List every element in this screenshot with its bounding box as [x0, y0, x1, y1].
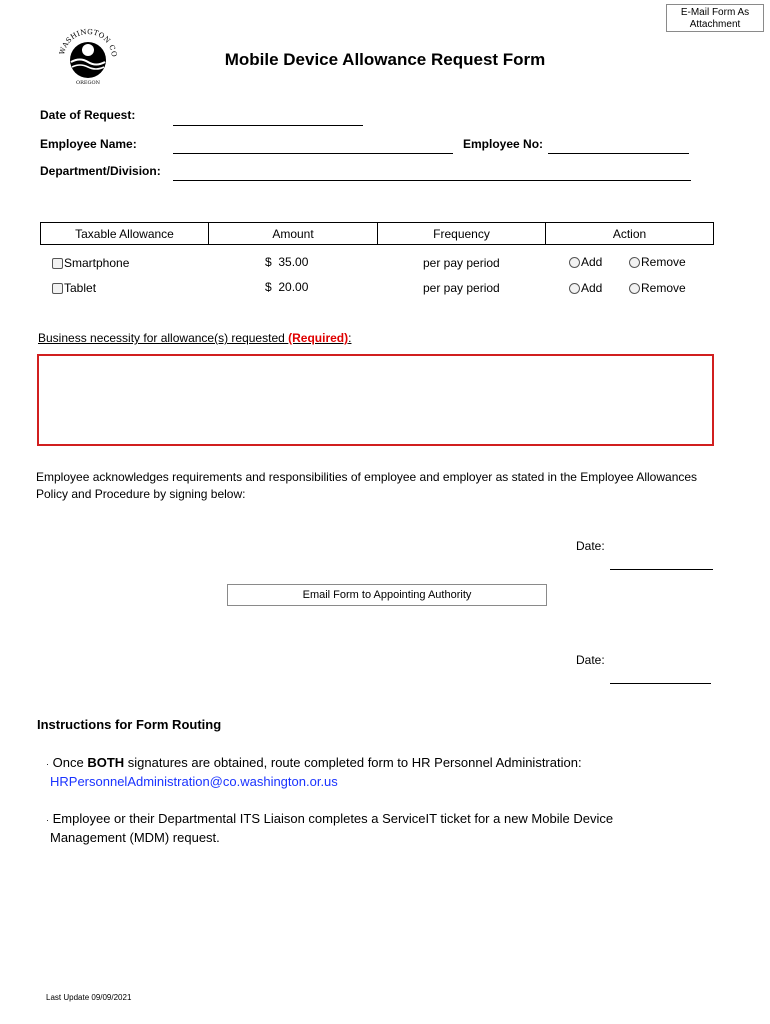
tablet-add-label: Add — [581, 281, 603, 295]
date-of-request-input[interactable] — [173, 111, 363, 126]
acknowledgement-text: Employee acknowledges requirements and responsibilities of employee and employer as stated in the Employee Allowances Policy and Procedure by signing below: — [36, 470, 698, 501]
page-title: Mobile Device Allowance Request Form — [224, 50, 546, 69]
radio-icon[interactable] — [569, 257, 580, 268]
bullet2-line1: Employee or their Departmental ITS Liaison completes a ServiceIT ticket for a new Mobile Device — [52, 811, 614, 826]
tablet-frequency: per pay period — [423, 281, 500, 295]
tablet-add-radio[interactable] — [569, 281, 602, 295]
employee-no-label: Employee No: — [463, 137, 544, 151]
date-of-request-label: Date of Request: — [40, 108, 136, 122]
tablet-remove-radio[interactable] — [629, 281, 686, 295]
tablet-label: Tablet — [64, 281, 97, 295]
bullet1-bold: BOTH — [87, 755, 125, 770]
date-input-2[interactable] — [610, 669, 711, 684]
logo-bottom-text: OREGON — [76, 80, 100, 86]
business-necessity-text: Business necessity for allowance(s) requested — [38, 331, 289, 345]
header-amount: Amount — [209, 223, 378, 245]
tablet-amount: $ 20.00 — [265, 280, 309, 294]
employee-name-input[interactable] — [173, 139, 453, 154]
employee-no-input[interactable] — [548, 139, 689, 154]
department-label: Department/Division: — [40, 164, 161, 178]
bullet-dot-icon: · — [46, 759, 49, 769]
hr-email-link[interactable]: HRPersonnelAdministration@co.washington.or.us — [50, 774, 338, 789]
date-label-1: Date: — [576, 539, 605, 553]
logo-top-text: WASHINGTON CO — [58, 27, 119, 58]
smartphone-remove-label: Remove — [641, 255, 686, 269]
business-necessity-textarea[interactable] — [37, 354, 714, 446]
tablet-checkbox-item[interactable] — [52, 281, 96, 295]
radio-icon[interactable] — [629, 257, 640, 268]
date-input-1[interactable] — [610, 555, 713, 570]
smartphone-add-radio[interactable] — [569, 255, 602, 269]
business-colon: : — [348, 331, 352, 345]
bullet-dot-icon: · — [46, 815, 49, 825]
instructions-heading: Instructions for Form Routing — [37, 717, 222, 732]
radio-icon[interactable] — [629, 283, 640, 294]
smartphone-label: Smartphone — [64, 256, 130, 270]
required-marker: (Required) — [288, 331, 349, 345]
business-necessity-label — [38, 331, 351, 345]
last-update-footer: Last Update 09/09/2021 — [46, 993, 132, 1002]
email-button-line2: Attachment — [689, 19, 741, 30]
department-input[interactable] — [173, 166, 691, 181]
radio-icon[interactable] — [569, 283, 580, 294]
instruction-bullet-1 — [46, 754, 582, 773]
allowance-table — [40, 222, 714, 245]
header-action: Action — [546, 223, 714, 245]
email-form-attachment-button[interactable] — [666, 4, 764, 32]
smartphone-frequency: per pay period — [423, 256, 500, 270]
tablet-checkbox[interactable] — [52, 283, 63, 294]
smartphone-checkbox[interactable] — [52, 258, 63, 269]
smartphone-remove-radio[interactable] — [629, 255, 686, 269]
smartphone-checkbox-item[interactable] — [52, 256, 129, 270]
header-taxable-allowance: Taxable Allowance — [41, 223, 209, 245]
instruction-bullet-2 — [46, 810, 613, 829]
smartphone-amount: $ 35.00 — [265, 255, 309, 269]
allowance-table-header — [41, 223, 714, 245]
date-label-2: Date: — [576, 653, 605, 667]
email-button-line1: E-Mail Form As — [680, 7, 750, 18]
header-frequency: Frequency — [378, 223, 546, 245]
tablet-remove-label: Remove — [641, 281, 686, 295]
employee-name-label: Employee Name: — [40, 137, 137, 151]
bullet2-line2: Management (MDM) request. — [50, 830, 220, 845]
smartphone-add-label: Add — [581, 255, 603, 269]
email-appointing-authority-button[interactable]: Email Form to Appointing Authority — [227, 584, 547, 606]
bullet1-post: signatures are obtained, route completed form to HR Personnel Administration: — [124, 755, 582, 770]
bullet1-pre: Once — [52, 755, 88, 770]
